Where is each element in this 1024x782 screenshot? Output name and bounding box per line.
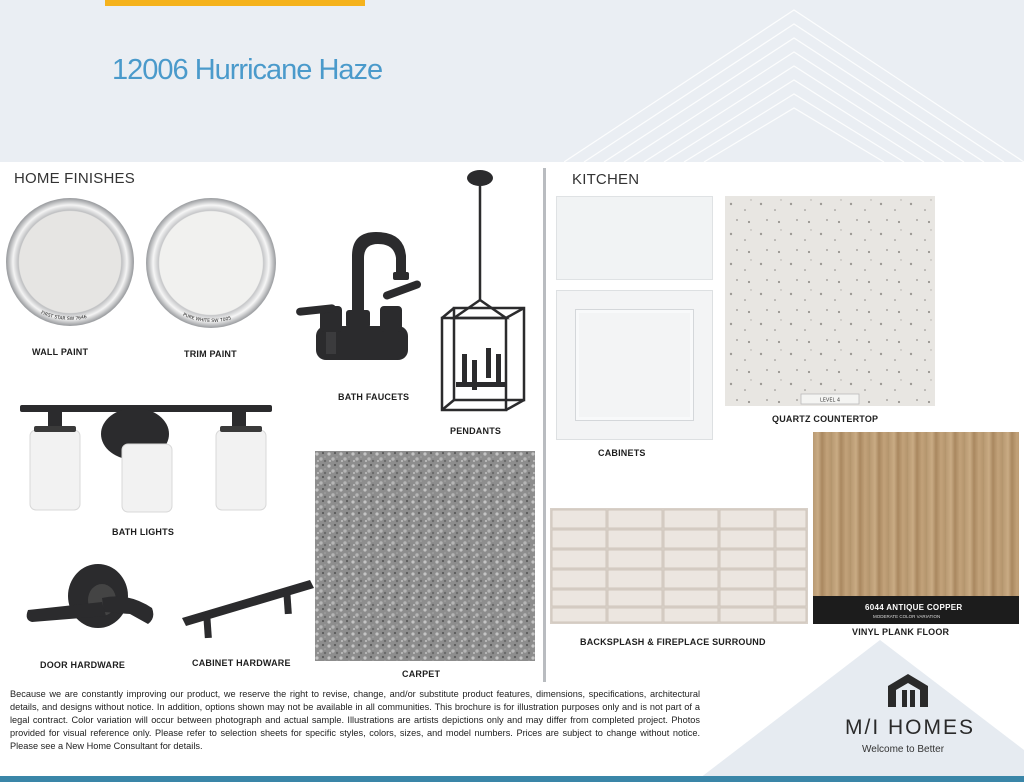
svg-text:PURE WHITE SW 7005: PURE WHITE SW 7005 [181, 312, 232, 325]
cabinet-door-panel [575, 309, 694, 421]
svg-text:FIRST STAR SW 7646: FIRST STAR SW 7646 [39, 310, 88, 323]
vinyl-plank-name: 6044 ANTIQUE COPPER [865, 603, 963, 612]
pendants-label: PENDANTS [450, 426, 502, 436]
backsplash-swatch [550, 508, 808, 624]
trim-paint-swatch [146, 198, 276, 328]
pendant-image [438, 168, 530, 416]
page-title: 12006 Hurricane Haze [112, 54, 383, 86]
carpet-swatch [315, 451, 535, 661]
section-divider [543, 168, 546, 682]
trim-paint-can-text [172, 310, 252, 332]
brand-tagline: Welcome to Better [862, 744, 945, 755]
accent-bar [105, 0, 365, 6]
brand-name: M/I HOMES [845, 716, 976, 739]
svg-text:LEVEL 4: LEVEL 4 [819, 397, 841, 404]
bath-faucets-label: BATH FAUCETS [338, 392, 410, 402]
bath-lights-label: BATH LIGHTS [112, 527, 175, 537]
wall-paint-label: WALL PAINT [32, 347, 89, 357]
footer-bar [0, 776, 1024, 782]
vinyl-plank-note: MODERATE COLOR VARIATION [873, 614, 941, 619]
door-hardware-label: DOOR HARDWARE [40, 660, 126, 670]
cabinet-upper-swatch [556, 196, 713, 280]
bath-faucet-image [292, 226, 432, 376]
bath-lights-image [20, 400, 276, 516]
brand-panel-background [700, 640, 1024, 778]
home-finishes-heading: HOME FINISHES [14, 170, 135, 187]
cabinet-hardware-label: CABINET HARDWARE [192, 658, 291, 668]
legal-disclaimer: Because we are constantly improving our product, we reserve the right to revise, change, and/or substitute product features, dimensions, specifications, architectural details, and designs without notice. In addition, options shown may not be available in all communities. This brochure is for illustration purposes only and is not part of a legal contract. Color variation will occur between photograph and actual sample. Illustrations are artists depictions only and may differ from completed project. Photos provided for visual reference only. Please refer to selection sheets for specific styles, colors, sizes, and model numbers. Prices are subject to change without notice. Please see a New Home Consultant for details. [10, 689, 700, 752]
mi-homes-logo-icon [886, 672, 930, 708]
vinyl-plank-label: VINYL PLANK FLOOR [852, 627, 950, 637]
trim-paint-label: TRIM PAINT [184, 349, 237, 359]
decorative-lines [564, 0, 1024, 162]
vinyl-plank-swatch [813, 432, 1019, 624]
page-header [0, 0, 1024, 162]
cabinet-door-swatch [556, 290, 713, 440]
cabinet-hardware-image [180, 574, 316, 644]
wall-paint-swatch [6, 198, 134, 326]
carpet-label: CARPET [402, 669, 441, 679]
kitchen-heading: KITCHEN [572, 171, 640, 188]
wall-paint-can-text [30, 308, 110, 330]
quartz-countertop-swatch [725, 196, 935, 406]
backsplash-label: BACKSPLASH & FIREPLACE SURROUND [580, 637, 766, 647]
quartz-countertop-label: QUARTZ COUNTERTOP [772, 414, 879, 424]
door-hardware-image [24, 562, 160, 646]
cabinets-label: CABINETS [598, 448, 646, 458]
